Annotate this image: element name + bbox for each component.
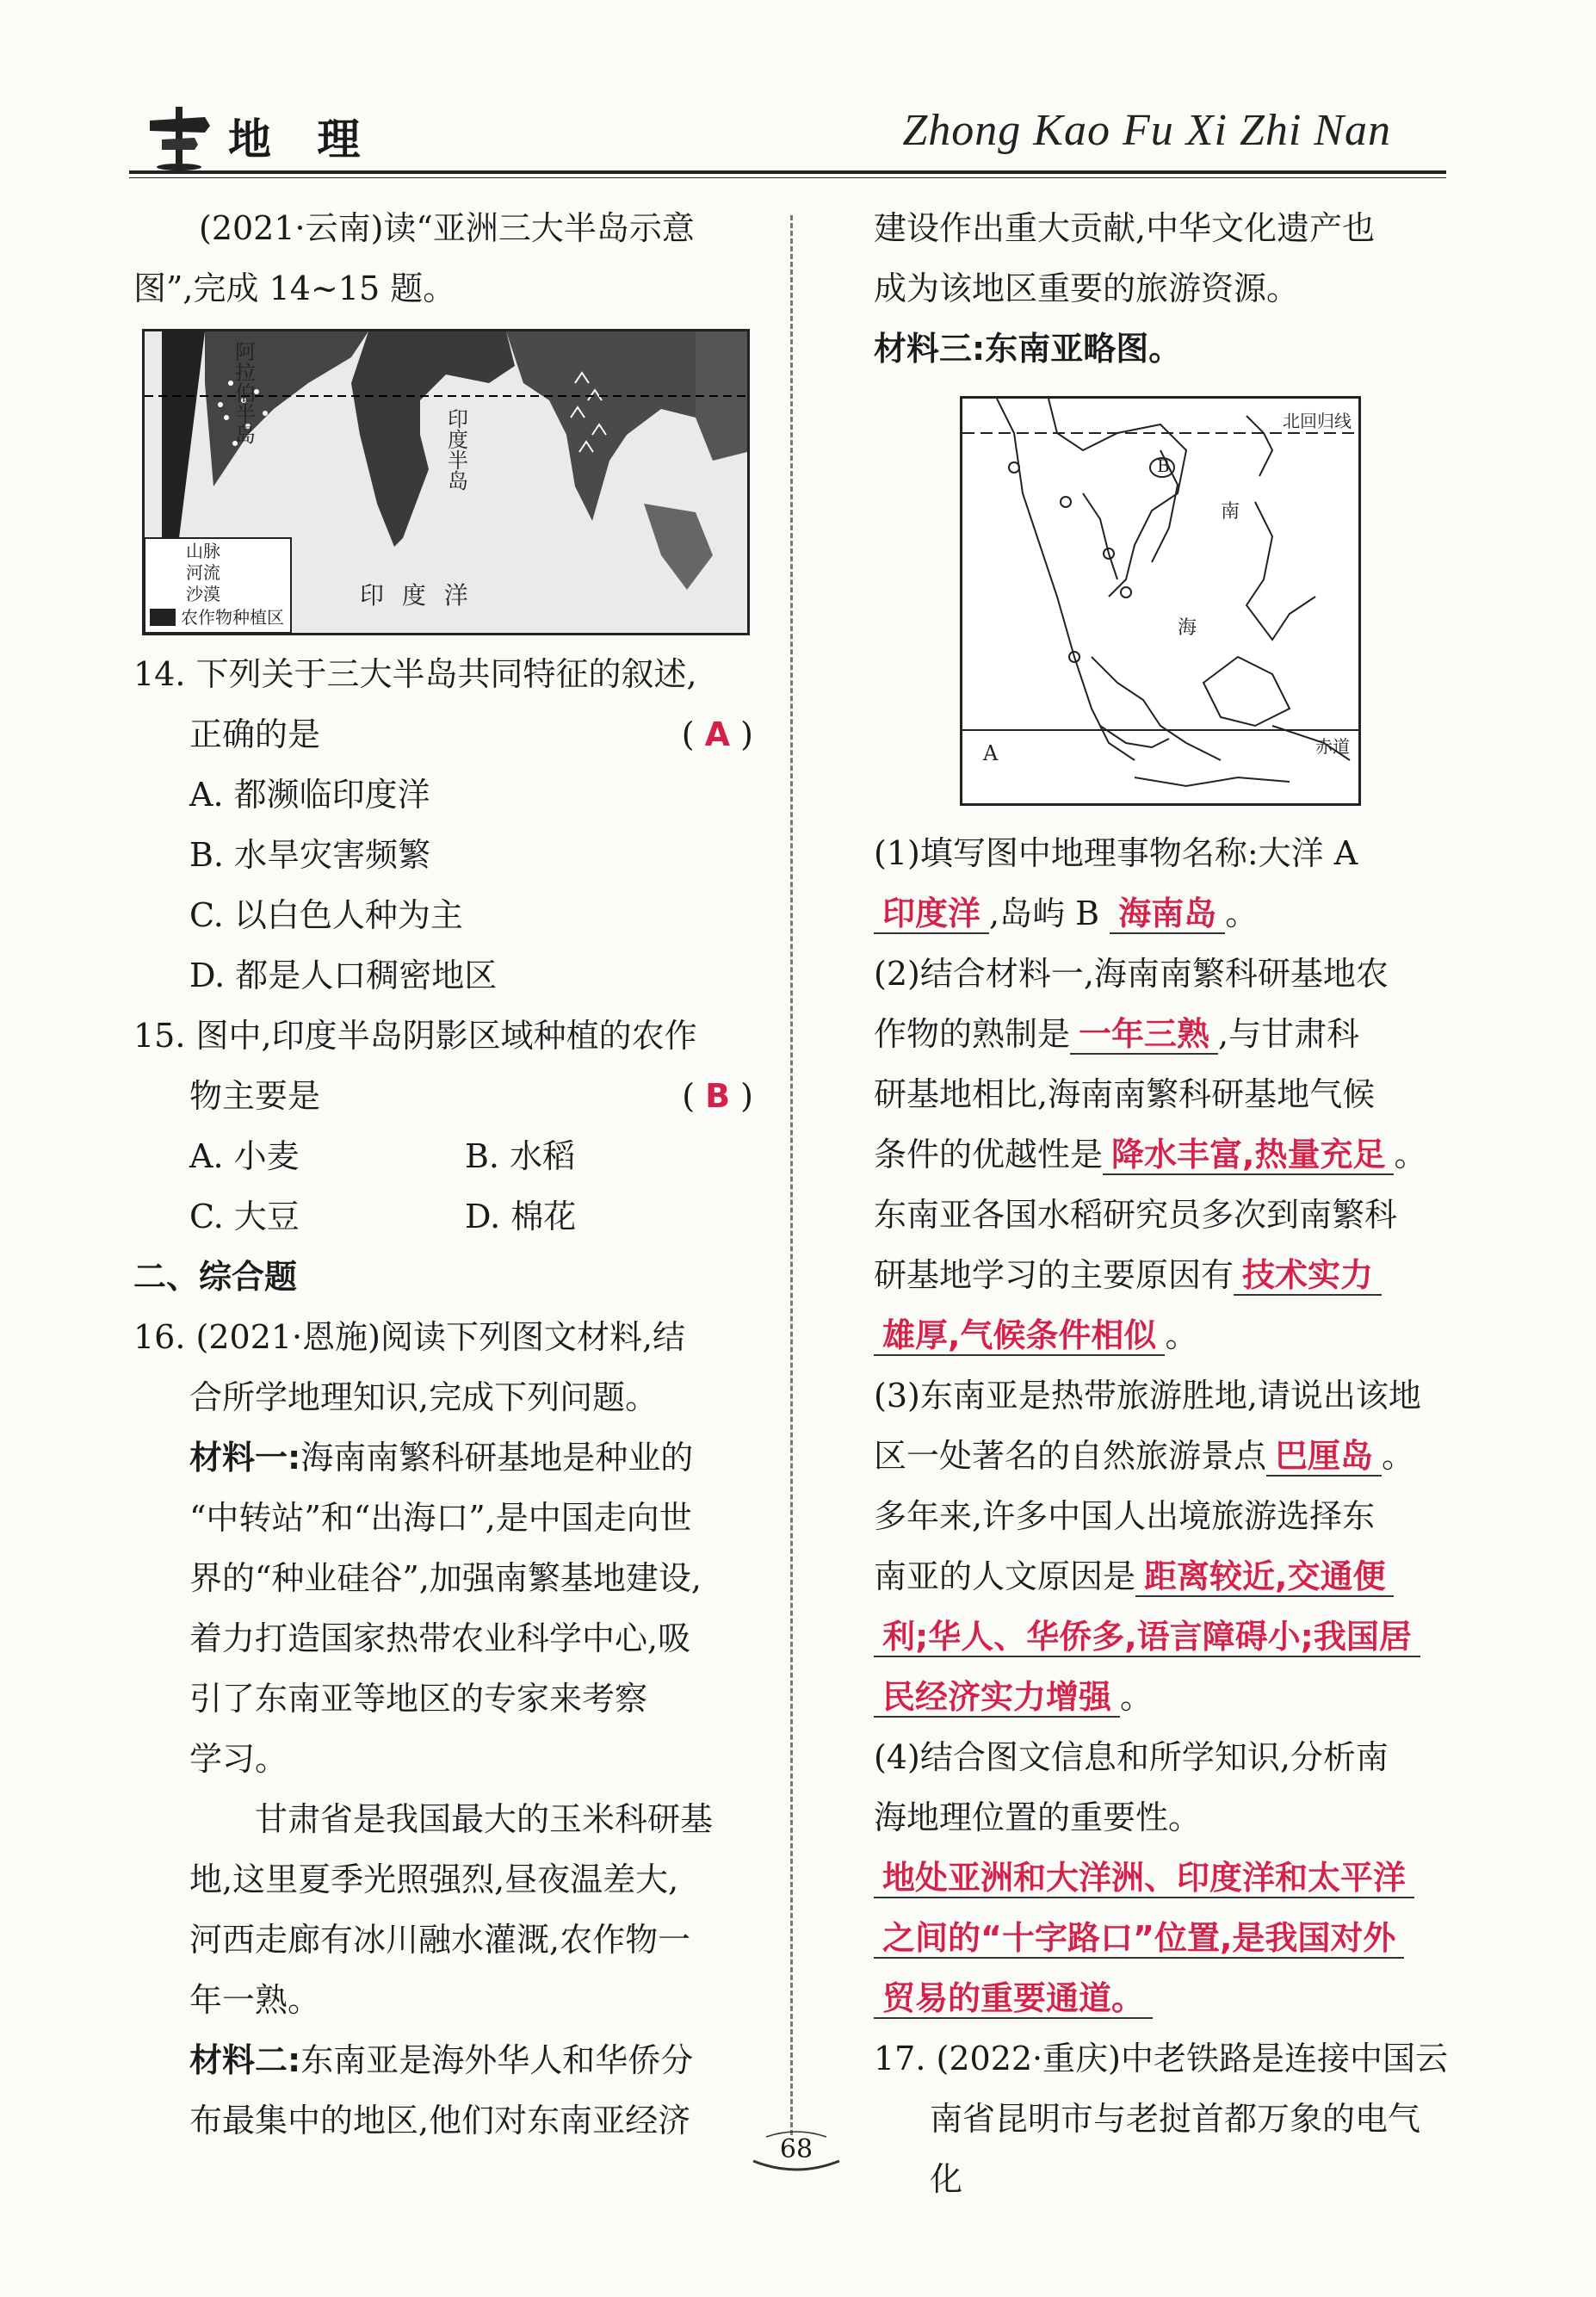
answer-location-importance: 地处亚洲和大洋洲、印度洋和太平洋 [874,1859,1414,1898]
answer-scenic-spot: 巴厘岛 [1266,1437,1382,1477]
q16-2-text: 。 [1165,1316,1198,1354]
right-column [874,198,1451,2209]
q14-stem-text: 正确的是 [189,715,321,753]
answer-location-importance: 之间的“十字路口”位置,是我国对外 [874,1919,1404,1959]
answer-reason-part1: 技术实力 [1234,1256,1382,1296]
q16-1-end: 。 [1225,895,1259,932]
q16-3-line: (3)东南亚是热带旅游胜地,请说出该地 [874,1377,1421,1415]
answer-climate-advantage: 降水丰富,热量充足 [1103,1136,1394,1175]
q15-options-row [133,1126,753,1186]
answer-crop-cycle: 一年三熟 [1070,1015,1218,1055]
q16-2-line [874,1124,1451,1185]
material-1-text: 海南南繁科研基地是种业的 [300,1439,694,1477]
answer-island-b: 海南岛 [1110,895,1225,934]
india-label: 印度半岛 [448,407,468,493]
q16-2-line [874,1004,1451,1064]
gansu-line: 甘肃省是我国最大的玉米科研基 [255,1800,714,1838]
q16-2-line: 东南亚各国水稻研究员多次到南繁科 [874,1196,1398,1234]
q16-4-answer [874,1908,1451,1968]
q15-stem: 15. 图中,印度半岛阴影区域种植的农作 [133,1017,697,1055]
section-title: 二、综合题 [133,1258,298,1296]
q16-2-text: 研基地学习的主要原因有 [874,1256,1234,1294]
q17-stem: 南省昆明市与老挝首都万象的电气化 [930,2100,1421,2198]
ocean-a-label: A [983,741,999,765]
column-divider [790,215,793,2135]
material-2-line [133,2030,753,2090]
q15-option: B. 水稻 [465,1137,576,1175]
q15-option: D. 棉花 [465,1198,577,1235]
gansu-line: 年一熟。 [189,1981,321,2019]
q16-3-text: 。 [1120,1678,1154,1716]
material-3-caption [874,319,1451,379]
answer-cultural-reason: 民经济实力增强 [874,1678,1120,1718]
material-2-line: 成为该地区重要的旅游资源。 [874,269,1300,307]
left-column [133,198,753,2151]
q15-stem [133,1066,753,1126]
tropic-label: 北回归线 [1283,411,1352,431]
material-1-line [133,1427,753,1488]
q16-3-line: 多年来,许多中国人出境旅游选择东 [874,1497,1376,1535]
q14-stem [133,704,753,765]
page-number-badge [749,2127,844,2173]
q16-2-text: 。 [1394,1136,1427,1173]
material-2-line: 建设作出重大贡献,中华文化遗产也 [874,209,1376,247]
legend-cropland: 农作物种植区 [181,607,284,628]
book-series-title: Zhong Kao Fu Xi Zhi Nan [902,106,1391,155]
q14-option: C. 以白色人种为主 [189,896,463,934]
q16-stem: 16. (2021·恩施)阅读下列图文材料,结 [133,1318,686,1356]
q15-option: C. 大豆 [189,1198,300,1235]
q16-3-text: 。 [1382,1437,1415,1475]
signpost-logo-icon [145,102,213,170]
q16-3-line [874,1607,1451,1667]
q15-options-row [133,1186,753,1247]
q16-stem: 合所学地理知识,完成下列问题。 [189,1378,659,1416]
q16-1-answer-line [874,883,1451,944]
q14-stem: 14. 下列关于三大半岛共同特征的叙述, [133,655,697,693]
q16-2-text: ,与甘肃科 [1218,1015,1360,1053]
gansu-line: 河西走廊有冰川融水灌溉,农作物一 [189,1921,691,1959]
sea-label: 海 [1178,617,1197,639]
q15-answer: B [705,1077,731,1115]
answer-location-importance: 贸易的重要通道。 [874,1979,1153,2019]
q16-2-line [874,1305,1451,1365]
q16-1-mid: ,岛屿 B [989,895,1100,932]
q16-1-line: (1)填写图中地理事物名称:大洋 A [874,834,1358,872]
q15-answer-bracket: ( B ) [682,1077,753,1115]
material-3-text: 材料三:东南亚略图。 [874,330,1182,368]
material-1-line: “中转站”和“出海口”,是中国走向世 [189,1499,692,1537]
q14-answer-bracket: ( A ) [681,715,753,753]
answer-cultural-reason: 利;华人、华侨多,语言障碍小;我国居 [874,1618,1420,1657]
q14-option: B. 水旱灾害频繁 [189,836,431,874]
q15-option: A. 小麦 [189,1137,300,1175]
arabia-label: 阿拉伯半岛 [235,340,256,447]
q16-4-answer [874,1848,1451,1908]
page-number: 68 [779,2134,813,2164]
q16-2-text: 条件的优越性是 [874,1136,1104,1173]
material-1-line: 引了东南亚等地区的专家来考察 [189,1680,648,1718]
header-rule-thin [129,177,1446,178]
q16-2-line: (2)结合材料一,海南南繁科研基地农 [874,955,1389,993]
header-rule [129,170,1446,174]
q16-3-text: 南亚的人文原因是 [874,1557,1136,1595]
material-1-label: 材料一: [189,1439,301,1477]
answer-ocean-a: 印度洋 [874,895,989,934]
q16-3-line [874,1667,1451,1727]
q14-answer: A [704,715,731,753]
q16-4-line: 海地理位置的重要性。 [874,1799,1202,1836]
southeast-asia-map [960,396,1361,806]
material-2-line: 布最集中的地区,他们对东南亚经济 [189,2102,691,2139]
material-2-text: 东南亚是海外华人和华侨分 [300,2041,694,2079]
south-sea-label: 南 [1221,501,1240,523]
asia-peninsulas-map [142,329,750,635]
answer-cultural-reason: 距离较近,交通便 [1135,1557,1394,1597]
legend-river: 河流 [186,562,220,583]
ocean-label: 印 度 洋 [360,581,473,610]
gansu-line: 地,这里夏季光照强烈,昼夜温差大, [189,1861,679,1898]
q17-stem: 17. (2022·重庆)中老铁路是连接中国云 [874,2040,1448,2077]
q16-3-line [874,1426,1451,1486]
legend-desert: 沙漠 [186,584,220,604]
q15-stem-text: 物主要是 [189,1077,321,1115]
q14-option: D. 都是人口稠密地区 [189,957,498,994]
material-1-line: 着力打造国家热带农业科学中心,吸 [189,1619,691,1657]
material-1-line: 界的“种业硅谷”,加强南繁基地建设, [189,1559,702,1597]
subject-title: 地 理 [228,114,376,164]
q16-3-text: 区一处著名的自然旅游景点 [874,1437,1267,1475]
q16-4-line: (4)结合图文信息和所学知识,分析南 [874,1738,1389,1776]
material-2-label: 材料二: [189,2041,301,2079]
answer-reason-part2: 雄厚,气候条件相似 [874,1316,1165,1356]
q16-2-line: 研基地相比,海南南繁科研基地气候 [874,1075,1376,1113]
intro-line: 图”,完成 14~15 题。 [133,269,456,307]
island-b-label: B [1157,455,1170,476]
q16-2-line [874,1245,1451,1305]
q16-4-answer [874,1968,1451,2028]
q16-2-text: 作物的熟制是 [874,1015,1071,1053]
q16-3-line [874,1546,1451,1607]
legend-mountain: 山脉 [186,541,220,561]
intro-line: (2021·云南)读“亚洲三大半岛示意 [199,209,695,247]
material-1-line: 学习。 [189,1740,288,1778]
equator-label: 赤道 [1315,736,1350,757]
q14-option: A. 都濒临印度洋 [189,776,430,814]
